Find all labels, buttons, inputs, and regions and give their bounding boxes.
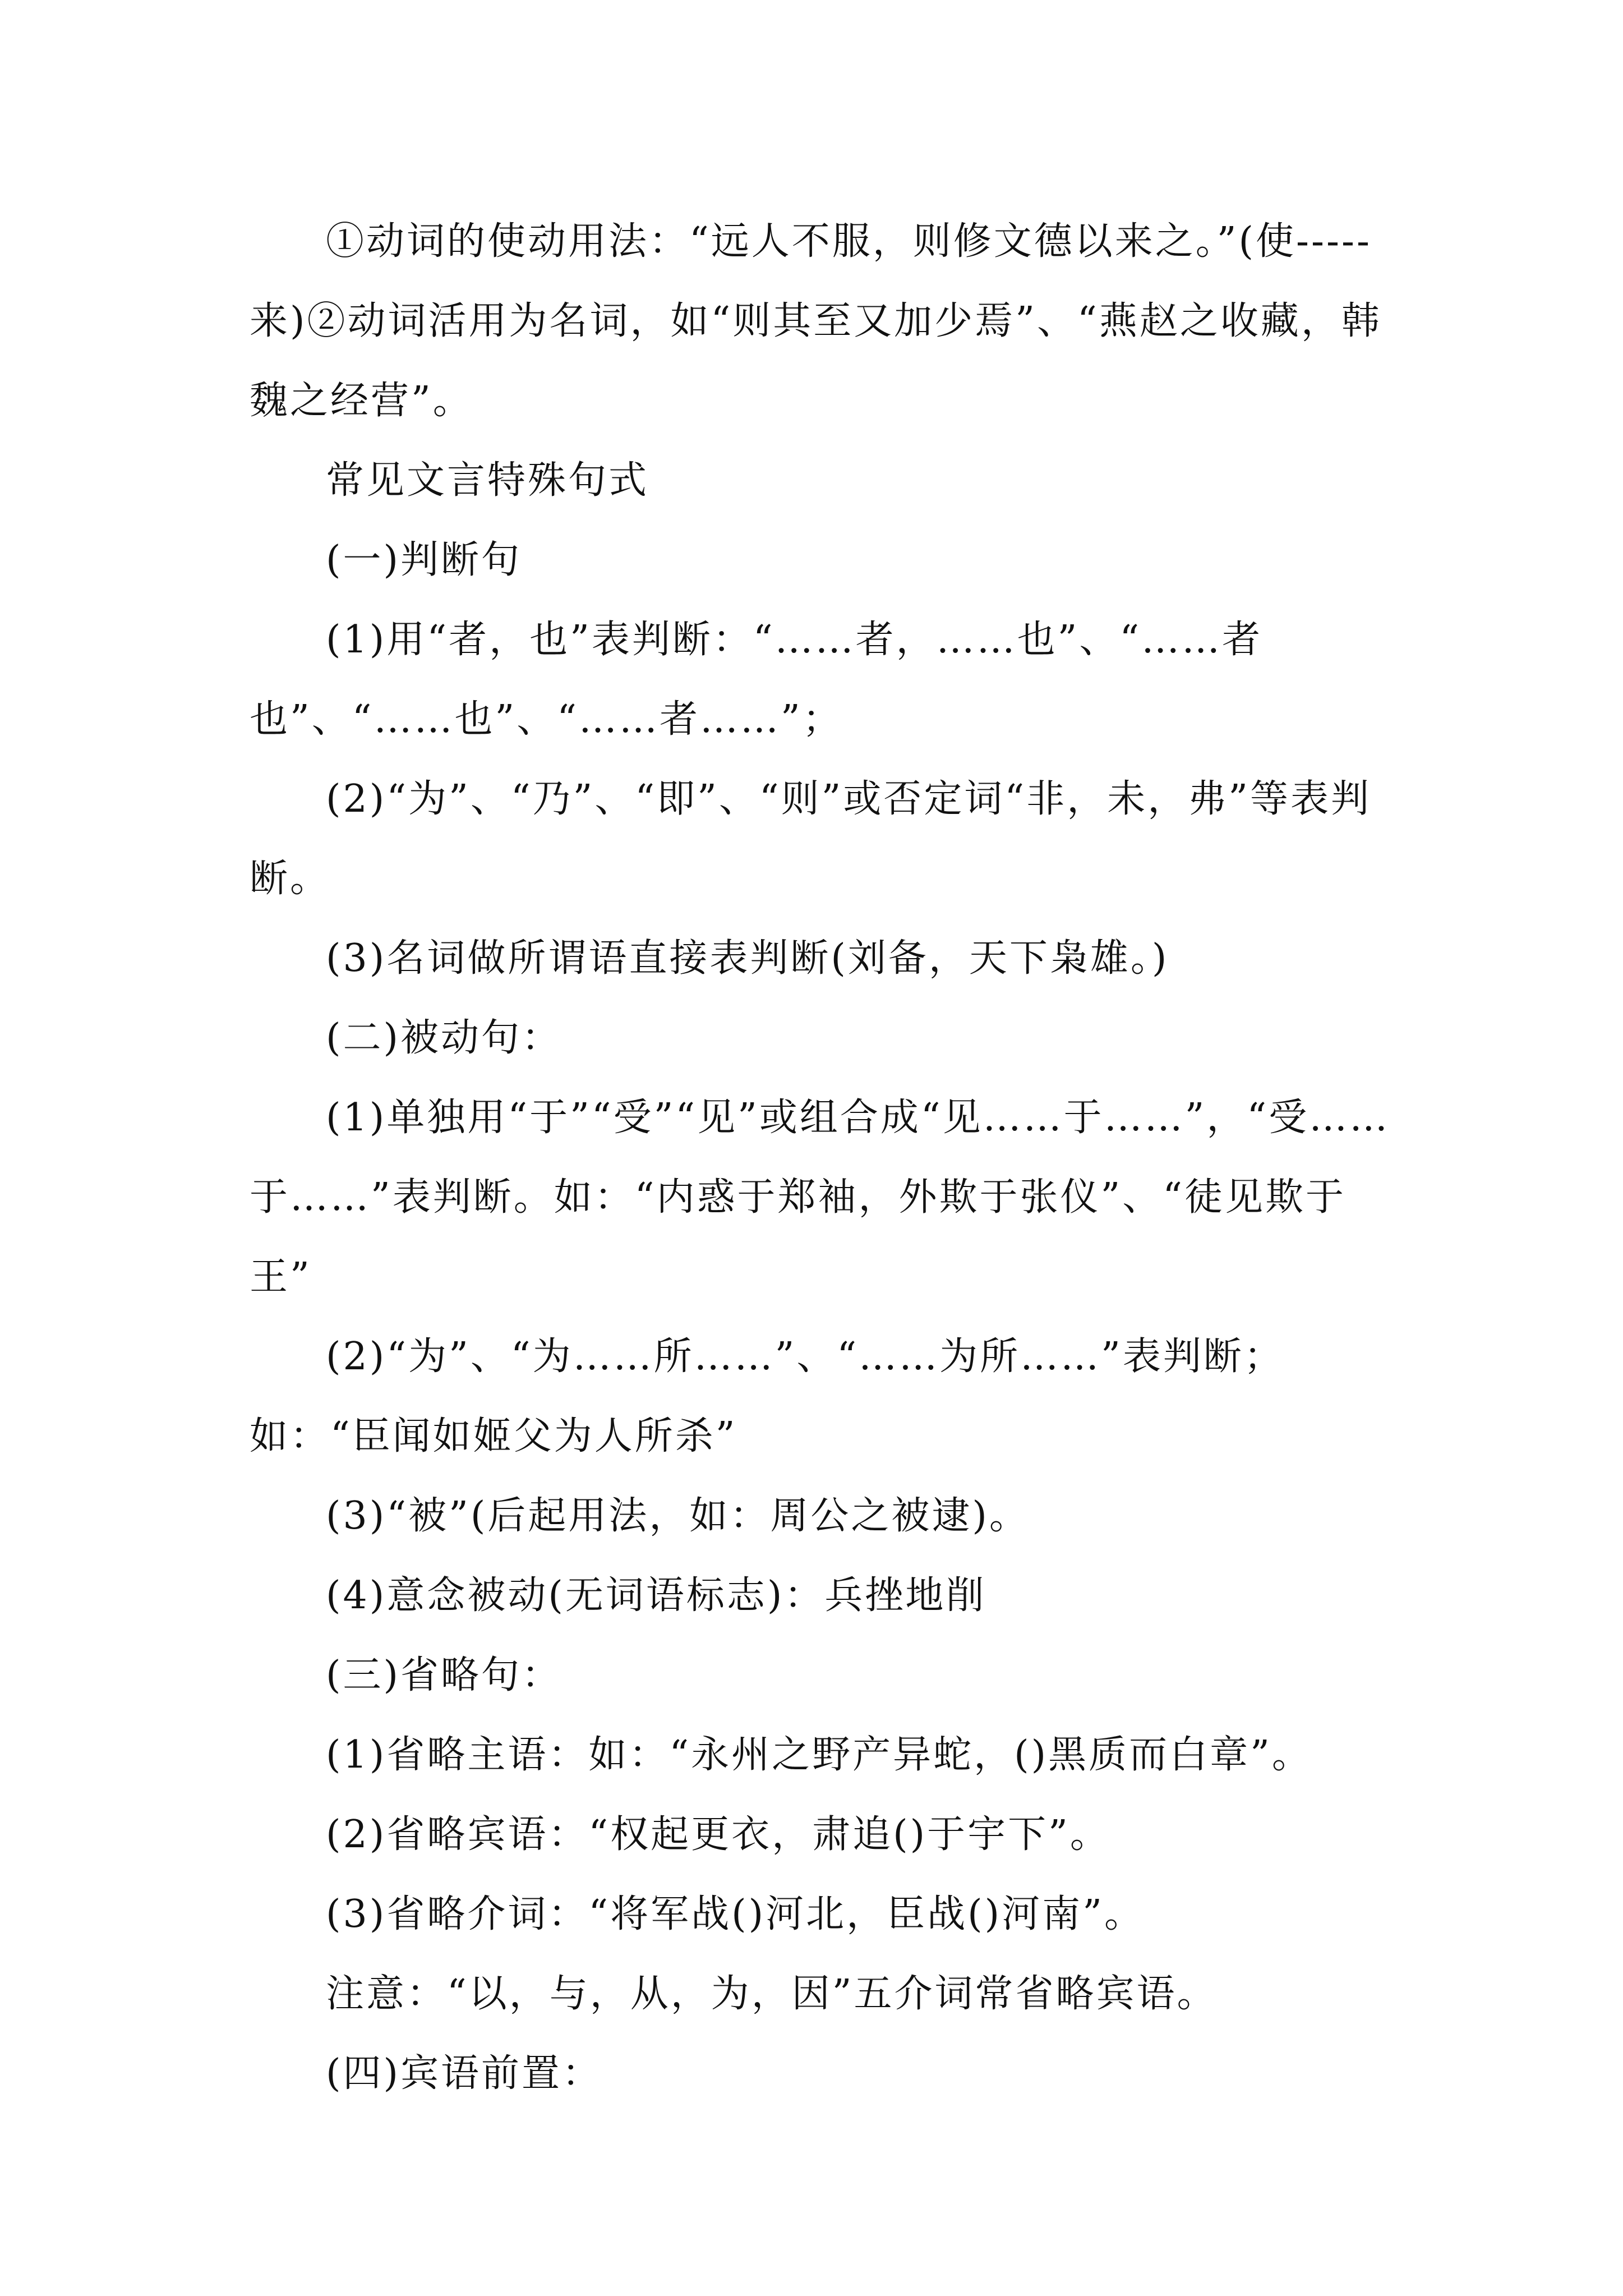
paragraph-judgment-heading: (一)判断句 — [326, 538, 522, 582]
paragraph-judgment-3: (3)名词做所谓语直接表判断(刘备，天下枭雄。) — [326, 936, 1169, 981]
paragraph-judgment-1: (1)用“者，也”表判断：“……者，……也”、“……者也”、“……也”、“……者……”； — [250, 618, 1263, 742]
paragraph-causative-usage: ①动词的使动用法：“远人不服，则修文德以来之。”(使-----来)②动词活用为名词，如“则其至又加少焉”、“燕赵之收藏，韩魏之经营”。 — [250, 219, 1382, 423]
paragraph-section-heading: 常见文言特殊句式 — [326, 458, 649, 503]
paragraph-omission-1: (1)省略主语：如：“永州之野产异蛇，()黑质而白章”。 — [326, 1733, 1312, 1777]
paragraph-passive-2: (2)“为”、“为……所……”、“……为所……”表判断；如：“臣闻如姬父为人所杀” — [250, 1335, 1284, 1458]
paragraph-judgment-2: (2)“为”、“乃”、“即”、“则”或否定词“非，未，弗”等表判断。 — [250, 777, 1371, 901]
document-body — [250, 202, 1399, 2114]
paragraph-passive-1: (1)单独用“于”“受”“见”或组合成“见……于……”，“受……于……”表判断。如：“内惑于郑袖，外欺于张仪”、“徒见欺于王” — [250, 1096, 1390, 1299]
paragraph-omission-note: 注意：“以，与，从，为，因”五介词常省略宾语。 — [326, 1972, 1218, 2016]
paragraph-omission-2: (2)省略宾语：“权起更衣，肃追()于宇下”。 — [326, 1812, 1110, 1857]
paragraph-omission-3: (3)省略介词：“将军战()河北，臣战()河南”。 — [326, 1892, 1145, 1936]
paragraph-omission-heading: (三)省略句： — [326, 1653, 562, 1697]
paragraph-passive-4: (4)意念被动(无词语标志)：兵挫地削 — [326, 1573, 986, 1618]
paragraph-passive-3: (3)“被”(后起用法，如：周公之被逮)。 — [326, 1494, 1030, 1538]
paragraph-object-preposing-heading: (四)宾语前置： — [326, 2051, 603, 2096]
paragraph-passive-heading: (二)被动句： — [326, 1016, 562, 1060]
